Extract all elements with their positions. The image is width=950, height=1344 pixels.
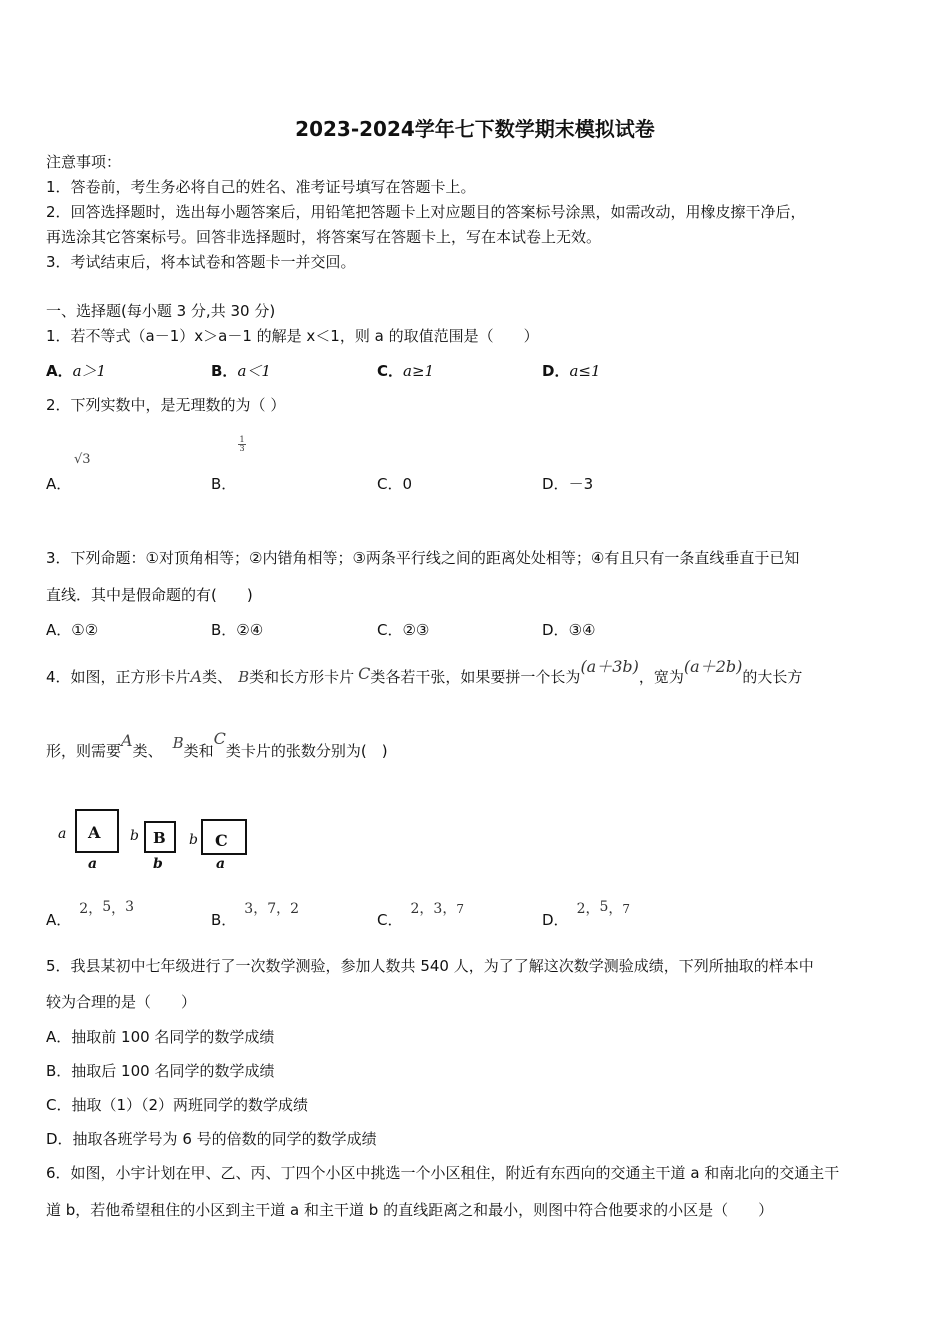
option-label: D． <box>542 911 569 929</box>
q3-option-b <box>211 620 263 640</box>
fraction-denominator: 3 <box>239 444 245 453</box>
q5-option-d: D．抽取各班学号为 6 号的倍数的同学的数学成绩 <box>46 1130 377 1148</box>
question-6-stem: 6．如图，小宇计划在甲、乙、丙、丁四个小区中挑选一个小区租住，附近有东西向的交通主干道 a 和南北向的交通主干 <box>46 1164 840 1182</box>
option-num: 7 <box>622 902 631 916</box>
option-num: 5 <box>102 899 112 915</box>
option-label: D． <box>542 621 569 639</box>
question-5-stem-cont: 较为合理的是（ ） <box>46 993 197 1011</box>
option-num: 3 <box>125 899 135 915</box>
question-3-stem-cont: 直线．其中是假命题的有( ) <box>46 586 253 604</box>
q4-option-b: B．3，7，2 <box>211 901 300 929</box>
notice-item: 3．考试结束后，将本试卷和答题卡一并交回。 <box>46 253 356 271</box>
option-text: －3 <box>568 475 594 493</box>
question-5-stem: 5．我县某初中七年级进行了一次数学测验，参加人数共 540 人，为了了解这次数学测验成绩，下列所抽取的样本中 <box>46 957 814 975</box>
option-label: A． <box>46 621 72 639</box>
notice-heading: 注意事项： <box>46 153 122 171</box>
question-1-stem: 1．若不等式（a－1）x＞a－1 的解是 x＜1，则 a 的取值范围是（ ） <box>46 327 539 345</box>
q5-option-a: A．抽取前 100 名同学的数学成绩 <box>46 1028 275 1046</box>
card-c-label: C <box>215 831 228 850</box>
option-num: 3 <box>244 901 254 917</box>
q4-text: 类和长方形卡片 <box>249 668 355 686</box>
notice-item: 2．回答选择题时，选出每小题答案后，用铅笔把答题卡上对应题目的答案标号涂黑，如需改动，用橡皮擦干净后， <box>46 203 806 221</box>
q4-text: ，宽为 <box>638 668 684 686</box>
option-label: C． <box>377 911 403 929</box>
option-num: 7 <box>267 901 277 917</box>
q4-text: 类各若干张，如果要拼一个长为 <box>370 668 581 686</box>
q4-var-c: C <box>358 664 371 683</box>
q4-var-b: B <box>172 734 184 752</box>
q3-option-d <box>542 620 595 640</box>
option-label: D． <box>542 362 570 380</box>
card-c-bottom-label: a <box>216 856 226 872</box>
q4-text: 类和 <box>183 742 214 760</box>
card-b-side-label: b <box>130 828 139 844</box>
fraction-numerator: 1 <box>239 435 245 444</box>
option-text: ①② <box>71 621 99 639</box>
q2-option-a-sqrt: √3 <box>74 452 91 467</box>
q2-option-d <box>542 474 593 494</box>
notice-item: 1．答卷前，考生务必将自己的姓名、准考证号填写在答题卡上。 <box>46 178 476 196</box>
q4-text: 的大长方 <box>742 668 803 686</box>
q4-var-a: A <box>190 667 203 686</box>
option-num: 7 <box>456 902 464 916</box>
option-label: B． <box>211 362 238 380</box>
q4-card-figure <box>52 800 252 872</box>
q4-text: 类、 <box>202 668 233 686</box>
question-4-stem <box>46 657 803 687</box>
q4-width-expr: (a＋2b) <box>683 657 743 676</box>
option-num: 2 <box>79 901 89 917</box>
option-num: 2 <box>410 901 420 917</box>
option-num: 2 <box>290 901 300 917</box>
option-num: 5 <box>599 899 609 915</box>
option-label: A． <box>46 362 73 380</box>
q1-option-b <box>211 361 271 381</box>
option-label: B． <box>211 621 237 639</box>
q4-option-d: D．2，5，$^7$ <box>542 899 631 929</box>
option-num: 2 <box>576 901 586 917</box>
q4-length-expr: (a＋3b) <box>580 657 639 676</box>
option-text: ②④ <box>236 621 264 639</box>
q3-option-a <box>46 620 98 640</box>
q5-option-c: C．抽取（1）（2）两班同学的数学成绩 <box>46 1096 309 1114</box>
q4-option-a: A．2，5，3 <box>46 899 135 929</box>
card-a-label: A <box>88 823 101 842</box>
option-label: C． <box>377 362 404 380</box>
option-label: B． <box>211 911 237 929</box>
option-text: ③④ <box>568 621 596 639</box>
section-heading: 一、选择题(每小题 3 分,共 30 分) <box>46 302 276 320</box>
question-2-stem: 2．下列实数中，是无理数的为（ ） <box>46 396 286 414</box>
q4-text: 类卡片的张数分别为( ) <box>225 742 388 760</box>
q4-text: 4．如图，正方形卡片 <box>46 668 191 686</box>
q2-option-a-label: A． <box>46 475 72 493</box>
option-label: C． <box>377 475 403 493</box>
card-a-bottom-label: a <box>88 856 98 872</box>
card-b-bottom-label: b <box>153 856 163 872</box>
option-text: 0 <box>402 475 413 493</box>
q2-option-b-label: B． <box>211 475 237 493</box>
option-text: a＜1 <box>237 362 271 380</box>
q4-var-a: A <box>121 731 133 750</box>
option-text: ②③ <box>402 621 430 639</box>
card-c-side-label: b <box>189 832 198 848</box>
q3-option-c <box>377 620 429 640</box>
q1-option-c <box>377 361 434 381</box>
q2-option-c <box>377 474 412 494</box>
q4-var-c: C <box>213 729 226 748</box>
q5-option-b: B．抽取后 100 名同学的数学成绩 <box>46 1062 275 1080</box>
option-text: a≤1 <box>569 362 601 380</box>
notice-item: 再选涂其它答案标号。回答非选择题时，将答案写在答题卡上，写在本试卷上无效。 <box>46 228 602 246</box>
question-3-stem: 3．下列命题：①对顶角相等；②内错角相等；③两条平行线之间的距离处处相等；④有且只有一条直线垂直于已知 <box>46 549 800 567</box>
q1-option-d <box>542 361 601 381</box>
q4-option-c: C．2，3，$^7$ <box>377 901 464 929</box>
q4-var-b: B <box>238 668 250 686</box>
question-6-stem-cont: 道 b，若他希望租住的小区到主干道 a 和主干道 b 的直线距离之和最小，则图中符合他要求的小区是（ ） <box>46 1201 774 1219</box>
option-label: C． <box>377 621 403 639</box>
card-a-side-label: a <box>58 826 67 842</box>
q4-text: 形，则需要 <box>46 742 122 760</box>
q1-option-a <box>46 361 106 381</box>
option-text: a＞1 <box>72 362 107 380</box>
option-text: a≥1 <box>403 362 435 380</box>
page-title: 2023-2024学年七下数学期末模拟试卷 <box>295 117 655 141</box>
q2-option-b-fraction <box>238 436 246 453</box>
option-label: A． <box>46 911 72 929</box>
option-num: 3 <box>433 901 443 917</box>
card-b-label: B <box>153 829 166 847</box>
question-4-stem-cont <box>46 729 388 761</box>
q4-text: 类、 <box>132 742 163 760</box>
option-label: D． <box>542 475 569 493</box>
